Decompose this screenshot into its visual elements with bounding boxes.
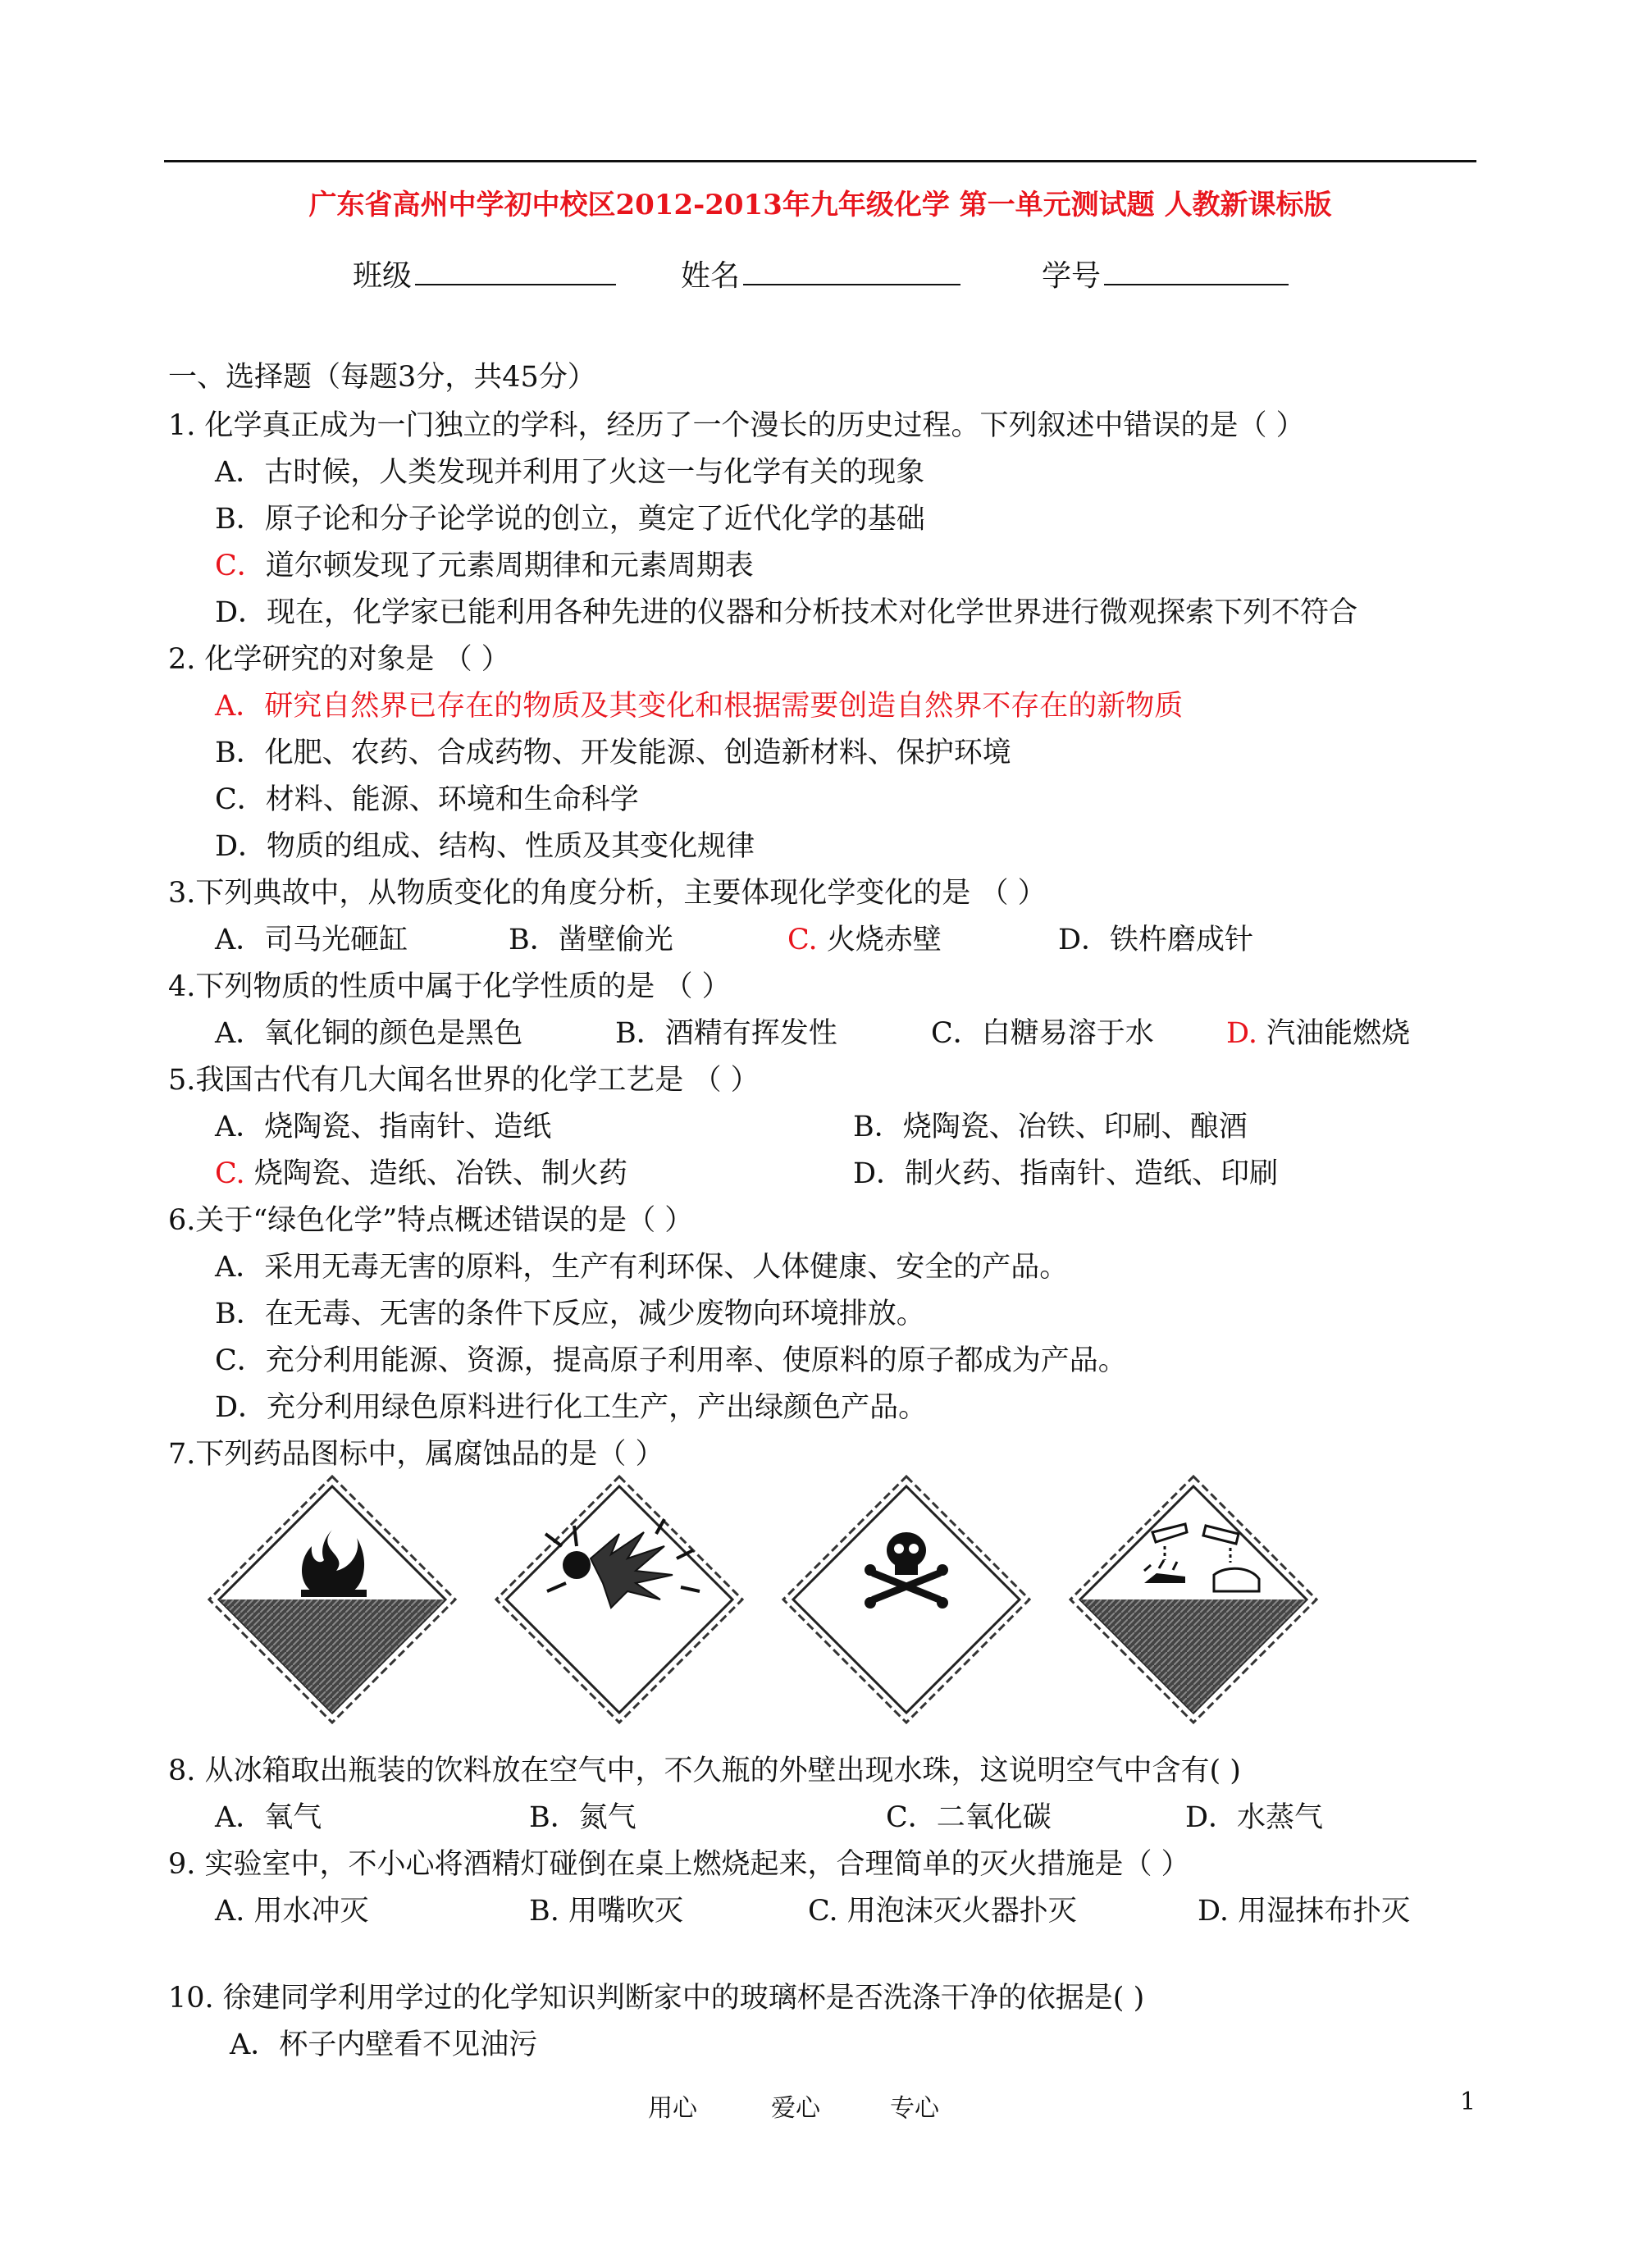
name-label: 姓名 [681, 259, 741, 293]
number-label: 学号 [1042, 259, 1102, 293]
number-field [1042, 253, 1289, 294]
q4-option-a: A．氧化铜的颜色是黑色 [215, 1017, 523, 1050]
q3-option-d: D．铁杵磨成针 [1058, 924, 1254, 956]
q1-stem: 1. 化学真正成为一门独立的学科，经历了一个漫长的历史过程。下列叙述中错误的是（ ） [168, 409, 1305, 442]
corrosive-icon[interactable] [1070, 1476, 1316, 1723]
header-rule [164, 160, 1476, 162]
q6-option-d: D．充分利用绿色原料进行化工生产，产出绿颜色产品。 [215, 1391, 928, 1424]
q5-answer-letter: C. [215, 1157, 245, 1190]
name-blank[interactable] [743, 256, 960, 285]
q6-option-b: B．在无毒、无害的条件下反应，减少废物向环境排放。 [215, 1298, 925, 1330]
name-field [681, 253, 960, 294]
q2-stem: 2. 化学研究的对象是 （ ） [168, 643, 510, 676]
q8-option-a: A．氧气 [215, 1801, 322, 1834]
flammable-icon[interactable] [209, 1476, 455, 1723]
q10-stem: 10. 徐建同学利用学过的化学知识判断家中的玻璃杯是否洗涤干净的依据是( ) [168, 1982, 1145, 2015]
section-heading: 一、选择题（每题3分，共45分） [168, 361, 596, 394]
q4-option-c: C．白糖易溶于水 [931, 1017, 1154, 1050]
q5-option-c [215, 1154, 627, 1193]
page-number: 1 [1460, 2088, 1476, 2116]
q8-option-c: C．二氧化碳 [886, 1801, 1052, 1834]
q2-option-b: B．化肥、农药、合成药物、开发能源、创造新材料、保护环境 [215, 737, 1011, 769]
q5-option-a: A．烧陶瓷、指南针、造纸 [215, 1111, 552, 1143]
q3-option-c [787, 920, 942, 960]
q5-stem: 5.我国古代有几大闻名世界的化学工艺是 （ ） [168, 1064, 760, 1097]
q3-option-a: A．司马光砸缸 [215, 924, 408, 956]
q7-stem: 7.下列药品图标中，属腐蚀品的是（ ） [168, 1438, 664, 1471]
q5-option-b: B．烧陶瓷、冶铁、印刷、酿酒 [853, 1111, 1248, 1143]
q5-option-c-text: 烧陶瓷、造纸、冶铁、制火药 [253, 1157, 627, 1190]
q5-option-d: D．制火药、指南针、造纸、印刷 [853, 1157, 1279, 1190]
q9-option-a: A. 用水冲灭 [215, 1895, 369, 1928]
q9-option-d: D. 用湿抹布扑灭 [1198, 1895, 1411, 1928]
toxic-icon[interactable] [783, 1476, 1029, 1723]
q2-option-c: C．材料、能源、环境和生命科学 [215, 783, 639, 816]
q2-option-a-answer: A．研究自然界已存在的物质及其变化和根据需要创造自然界不存在的新物质 [215, 690, 1184, 723]
hazard-icons-figure [201, 1468, 1325, 1731]
q1-option-c [215, 546, 754, 586]
q9-option-b: B. 用嘴吹灭 [529, 1895, 683, 1928]
q6-option-c: C．充分利用能源、资源，提高原子利用率、使原料的原子都成为产品。 [215, 1344, 1127, 1377]
q9-option-c: C. 用泡沫灭火器扑灭 [808, 1895, 1077, 1928]
q3-option-c-text: 火烧赤壁 [826, 924, 942, 956]
explosive-icon[interactable] [496, 1476, 742, 1723]
q9-stem: 9. 实验室中，不小心将酒精灯碰倒在桌上燃烧起来，合理简单的灭火措施是（ ） [168, 1848, 1190, 1881]
footer-motto-2: 爱心 [771, 2094, 820, 2123]
q10-option-a: A．杯子内壁看不见油污 [230, 2028, 538, 2061]
q3-option-b: B．凿壁偷光 [509, 924, 673, 956]
q4-option-b: B．酒精有挥发性 [615, 1017, 837, 1050]
q6-option-a: A．采用无毒无害的原料，生产有利环保、人体健康、安全的产品。 [215, 1251, 1069, 1284]
q1-option-c-text: 道尔顿发现了元素周期律和元素周期表 [265, 550, 754, 582]
student-info-row [0, 253, 1638, 294]
q8-option-b: B．氮气 [529, 1801, 636, 1834]
q3-answer-letter: C. [787, 924, 818, 956]
class-label: 班级 [353, 259, 413, 293]
q8-stem: 8. 从冰箱取出瓶装的饮料放在空气中，不久瓶的外壁出现水珠，这说明空气中含有( ) [168, 1755, 1241, 1787]
q4-stem: 4.下列物质的性质中属于化学性质的是 （ ） [168, 970, 731, 1003]
q3-stem: 3.下列典故中，从物质变化的角度分析，主要体现化学变化的是 （ ） [168, 877, 1047, 910]
q4-option-d-text: 汽油能燃烧 [1266, 1017, 1411, 1050]
q2-option-d: D．物质的组成、结构、性质及其变化规律 [215, 830, 755, 863]
q4-option-d [1226, 1014, 1410, 1053]
footer-motto-3: 专心 [890, 2094, 939, 2123]
page-title: 广东省高州中学初中校区2012-2013年九年级化学 第一单元测试题 人教新课标版 [308, 189, 1332, 221]
footer-motto-1: 用心 [648, 2094, 697, 2123]
q6-stem: 6.关于“绿色化学”特点概述错误的是（ ） [168, 1204, 694, 1237]
q4-answer-letter: D. [1226, 1017, 1257, 1050]
class-blank[interactable] [415, 256, 616, 285]
q1-option-a: A．古时候，人类发现并利用了火这一与化学有关的现象 [215, 456, 925, 489]
q1-option-d: D．现在，化学家已能利用各种先进的仪器和分析技术对化学世界进行微观探索下列不符合 [215, 596, 1358, 629]
q1-option-b: B．原子论和分子论学说的创立，奠定了近代化学的基础 [215, 503, 925, 536]
q1-answer-letter: C． [215, 550, 266, 582]
q8-option-d: D．水蒸气 [1185, 1801, 1324, 1834]
class-field [353, 253, 616, 294]
number-blank[interactable] [1104, 256, 1289, 285]
